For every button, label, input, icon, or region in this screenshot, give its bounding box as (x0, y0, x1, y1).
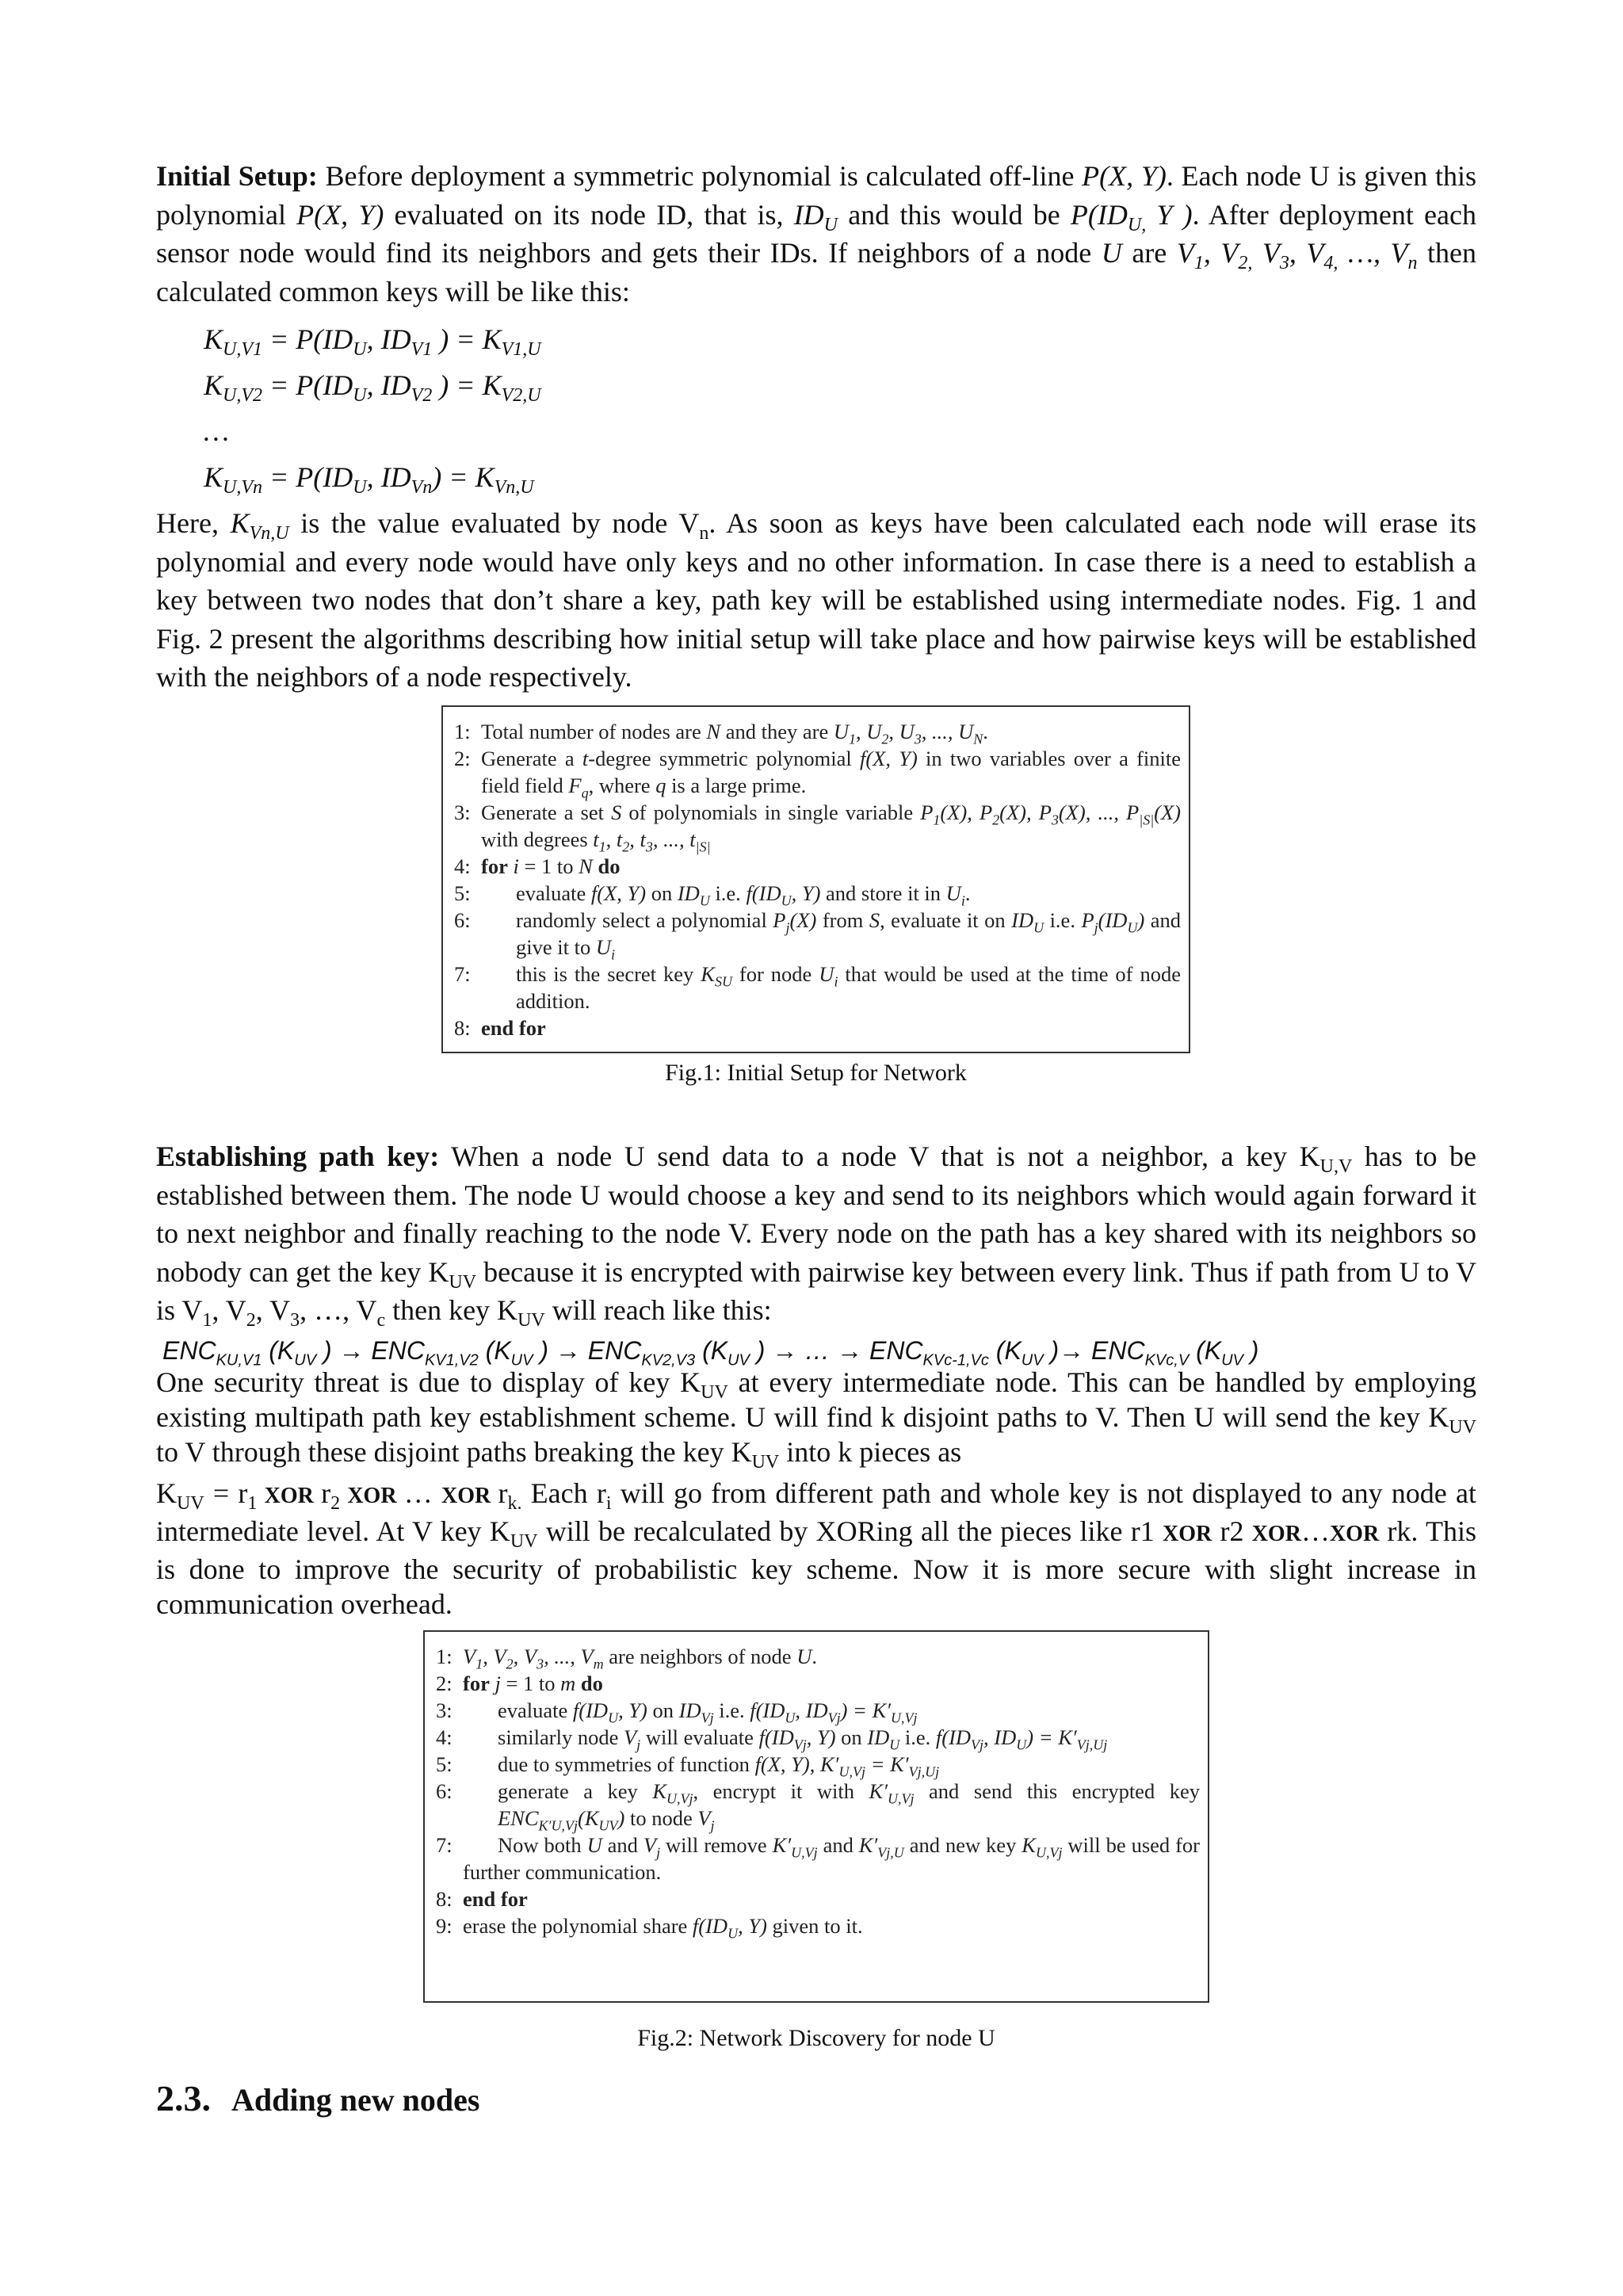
fig1-line-4: 4: for i = 1 to N do (454, 854, 621, 878)
fig1-line-3: 3: Generate a set S of polynomials in single variable $P_1(X)$, $P_2(X)$, $P_3(X)$, ..., $P_{|S|}(X)$ with degrees $t_1$, $t_2$, $t_3$, ..., $t_{|S|}$ (454, 800, 1181, 855)
text-run: . After deployment each sensor node would find its neighbors and gets their IDs. If neighbors of a node (156, 198, 1476, 269)
text-run: evaluated on its node ID, that is, (384, 198, 794, 231)
fig2-line-7: 7: Now both U and $V_j$ will remove $K'_{U,Vj}$ and $K'_{Vj,U}$ and new key $K_{U,Vj}$ will be used for further communication. (436, 1833, 1200, 1884)
text-run: . Each node U is given this polynomial (156, 160, 1476, 231)
fig1-line-2: 2: Generate a t-degree symmetric polynomial f(X, Y) in two variables over a finite field field $F_q$, where q is a large prime. (454, 747, 1182, 801)
fig1-line-6: 6: randomly select a polynomial $P_j(X)$ from S, evaluate it on $ID_U$ i.e. $P_j(ID_U)$ and give it to $U_i$ (454, 908, 1182, 963)
math-run: P(X, Y) (296, 198, 384, 231)
math-run: $V_1$, $V_{2,}$ $V_3$, $V_{4,}$ …, $V_n$ (1176, 237, 1418, 274)
fig1-line-8: 8: end for (454, 1016, 546, 1040)
math-run: P(X, Y) (1082, 160, 1167, 192)
fig2-line-9: 9: erase the polynomial share $f(ID_U$, Y) given to it. (436, 1914, 863, 1942)
fig2-line-4: 4: similarly node $V_j$ will evaluate $f(ID_{Vj}$, Y) on $ID_U$ i.e. $f(ID_{Vj}$, $ID_U) = K'_{Vj,Uj}$ (436, 1725, 1108, 1753)
text-run: Before deployment a symmetric polynomial is calculated off-line (317, 160, 1083, 192)
security-paragraph: One security threat is due to display of key $K_{UV}$ at every intermediate node. This can be handled by employing existing multipath path key establishment scheme. U will find k disjoint paths to V. Then U will send the key $K_{UV}$ to V through these disjoint paths breaking the key $K_{UV}$ into k pieces as (156, 1366, 1476, 1473)
fig1-line-5: 5: evaluate f(X, Y) on $ID_U$ i.e. $f(ID_U$, Y) and store it in $U_i$. (454, 881, 971, 909)
fig2-caption: Fig.2: Network Discovery for node U (637, 2025, 995, 2051)
here-paragraph: Here, $K_{Vn,U}$ is the value evaluated by node $V_n$. As soon as keys have been calculated each node will erase its polynomial and every node would have only keys and no other information. In case there is a need to establish a key between two nodes that don’t share a key, path key will be established using intermediate nodes. Fig. 1 and Fig. 2 present the algorithms describing how initial setup will take place and how pairwise keys will be established with the neighbors of a node respectively. (156, 507, 1476, 693)
fig1-line-7: 7: this is the secret key $K_{SU}$ for node $U_i$ that would be used at the time of node addition. (454, 962, 1181, 1013)
text-run: and this would be (838, 198, 1071, 231)
fig1-line-1: 1: Total number of nodes are N and they are $U_1$, $U_2$, $U_3$, ..., $U_N$. (454, 720, 988, 747)
fig2-line-1: 1: $V_1$, $V_2$, $V_3$, ..., $V_m$ are neighbors of node U. (436, 1645, 817, 1672)
initial-setup-paragraph (156, 157, 1476, 311)
equation-1: $K_{U,V1} = P(ID_U$, $ID_{V1}$ ) = $K_{V1,U}$ (204, 323, 541, 361)
xor-paragraph: $K_{UV} = r_1$ XOR $r_2$ XOR … XOR $r_{k.}$ Each $r_i$ will go from different path and whole key is not displayed to any node at intermediate level. At V key $K_{UV}$ will be recalculated by XORing all the pieces like r1 XOR r2 XOR…XOR rk. This is done to improve the security of probabilistic key scheme. Now it is more secure with slight increase in communication overhead. (156, 1477, 1477, 1620)
equation-2: $K_{U,V2} = P(ID_U$, $ID_{V2}$ ) = $K_{V2,U}$ (204, 369, 541, 407)
initial-setup-lead: Initial Setup: (156, 160, 318, 192)
section-title: Adding new nodes (231, 2082, 480, 2118)
section-number: 2.3. (156, 2078, 211, 2118)
equation-ellipsis: … (204, 415, 230, 447)
math-run: $P(ID_{U,}$ Y ) (1070, 198, 1193, 235)
fig2-line-5: 5: due to symmetries of function f(X, Y), $K'_{U,Vj} = K'_{Vj,Uj}$ (436, 1752, 940, 1780)
equation-n: $K_{U,Vn} = P(ID_U$, $ID_{Vn}) = K_{Vn,U}$ (204, 461, 534, 499)
math-run: U (1101, 237, 1122, 269)
fig2-line-2: 2: for j = 1 to m do (436, 1671, 603, 1695)
section-heading (156, 2075, 479, 2124)
encryption-chain: $ENC_{KU,V1}$ ($K_{UV}$ ) → $ENC_{KV1,V2}$ ($K_{UV}$ ) → $ENC_{KV2,V3}$ ($K_{UV}$ ) → … → $ENC_{KVc-1,Vc}$ ($K_{UV}$ )→ $ENC_{KVc,V}$ ($K_{UV}$ ) (162, 1336, 1259, 1370)
fig1-algorithm-box (441, 705, 1190, 1053)
fig2-line-8: 8: end for (436, 1887, 528, 1911)
math-run: $ID_U$ (793, 198, 838, 235)
path-key-lead: Establishing path key: (156, 1140, 440, 1172)
fig2-line-6: 6: generate a key $K_{U,Vj}$, encrypt it with $K'_{U,Vj}$ and send this encrypted key $ENC_{K'U,Vj}(K_{UV})$ to node $V_j$ (436, 1779, 1200, 1834)
fig2-algorithm-box (423, 1630, 1209, 2003)
text-run: then calculated common keys will be like this: (156, 237, 1476, 308)
fig1-caption: Fig.1: Initial Setup for Network (665, 1060, 967, 1086)
text-run: are (1121, 237, 1177, 269)
fig2-line-3: 3: evaluate $f(ID_U$, Y) on $ID_{Vj}$ i.e. $f(ID_U$, $ID_{Vj}) = K'_{U,Vj}$ (436, 1698, 918, 1726)
path-key-paragraph: Establishing path key: When a node U send data to a node V that is not a neighbor, a key $K_{U,V}$ has to be established between them. The node U would choose a key and send to its neighbors which would again forward it to next neighbor and finally reaching to the node V. Every node on the path has a key shared with its neighbors so nobody can get the key $K_{UV}$ because it is encrypted with pairwise key between every link. Thus if path from U to V is $V_1$, $V_2$, $V_3$, …, $V_c$ then key $K_{UV}$ will reach like this: (156, 1140, 1476, 1331)
